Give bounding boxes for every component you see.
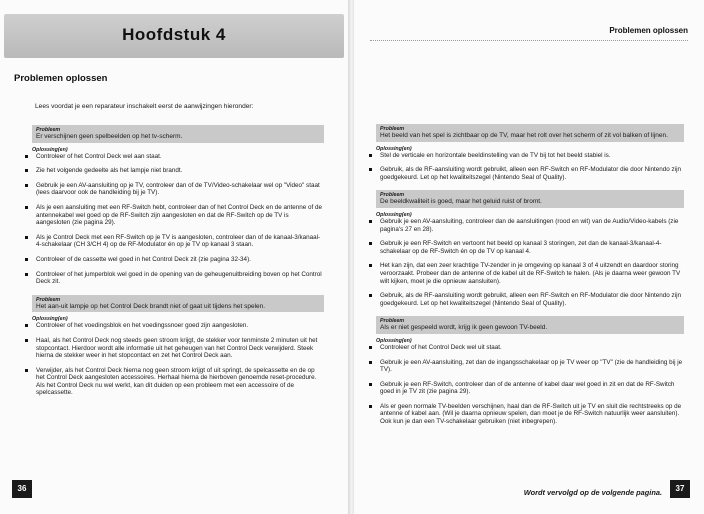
page-number: 36 (12, 480, 32, 498)
problem-label: Probleem (380, 318, 405, 325)
problem-label: Probleem (380, 192, 405, 199)
solution-item: Gebruik je een AV-aansluiting op je TV, controleer dan of de TV/Video-schakelaar wel op "Video" staat (lees daarvoor ook de handleiding bij je TV). (24, 182, 324, 197)
solution-list (368, 218, 684, 307)
problem-label: Probleem (380, 126, 405, 132)
problem-box (376, 190, 684, 208)
section-title: Problemen oplossen (14, 73, 108, 84)
chapter-title: Hoofdstuk 4 (122, 25, 226, 44)
problem-text: De beeldkwaliteit is goed, maar het geluid ruist of bromt. (380, 198, 542, 206)
solution-list (24, 322, 324, 397)
solution-item: Gebruik je een RF-Switch, controleer dan of de antenne of kabel daar wel goed in zit en dat de RF-Switch goed in je TV zit (zie pagina 29). (368, 381, 684, 396)
problem-box (376, 316, 684, 334)
solution-item: Verwijder, als het Control Deck hierna nog geen stroom krijgt of uit springt, de spelcassette en de op het Control Deck aangesloten accessoires. Herhaal hierna de hierboven genoemde reset-procedure. Als het Control Deck nu wel werkt, kan dit duiden op een probleem met een accessoire of de spelcassette. (24, 367, 324, 397)
right-content (368, 124, 684, 435)
continued-note: Wordt vervolgd op de volgende pagina. (523, 488, 662, 497)
problem-label: Probleem (36, 296, 61, 303)
solution-label: Oplossing(en) (32, 146, 68, 153)
problem-box (32, 295, 324, 313)
chapter-banner (4, 14, 344, 58)
solution-item: Controleer of het jumperblok wel goed in de opening van de geheugenuitbreiding boven op het Control Deck zit. (24, 271, 324, 286)
header-rule (370, 40, 688, 41)
solution-item: Controleer of de cassette wel goed in het Control Deck zit (zie pagina 32-34). (24, 256, 324, 264)
solution-label: Oplossing(en) (376, 145, 412, 152)
solution-item: Gebruik je een AV-aansluiting, controleer dan de aansluitingen (rood en wit) van de Audio/Video-kabels (zie pagina's 27 en 28). (368, 218, 684, 233)
problem-text: Het aan-uit lampje op het Control Deck brandt niet of gaat uit tijdens het spelen. (36, 302, 266, 310)
solution-item: Het kan zijn, dat een zeer krachtige TV-zender in je omgeving op kanaal 3 of 4 uitzendt en daardoor storing veroorzaakt. Probeer dan de antenne of de kabel uit de RF-Switch te halen. (Als je daarna weer gewoon TV wilt kijken, moet je die opnieuw aansluiten). (368, 262, 684, 285)
problem-text: Het beeld van het spel is zichtbaar op de TV, maar het rolt over het scherm of zit vol balken of lijnen. (380, 132, 668, 139)
solution-item: Als er geen normale TV-beelden verschijnen, haal dan de RF-Switch uit je TV en sluit die rechtstreeks op de antenne of kabel aan. (Wil je daarna opnieuw spelen, dan moet je de RF-Switch natuurlijk weer aansluiten). Ook kun je dan een TV-schakelaar gebruiken (niet inbegrepen). (368, 403, 684, 426)
right-page (354, 0, 704, 514)
solution-label: Oplossing(en) (376, 337, 412, 344)
solution-item: Gebruik, als de RF-aansluiting wordt gebruikt, alleen een RF-Switch en RF-Modulator die door Nintendo zijn goedgekeurd. Let op het kwaliteitszegel (Nintendo Seal of Quality). (368, 292, 684, 307)
solution-item: Gebruik je een RF-Switch en vertoont het beeld op kanaal 3 storingen, zet dan de kanaal-3/kanaal-4-schakelaar op de RF-Switch én op de TV op kanaal 4. (368, 240, 684, 255)
solution-list (24, 153, 324, 286)
solution-item: Controleer of het Control Deck wel aan staat. (24, 153, 324, 161)
problem-label: Probleem (36, 127, 61, 133)
left-page (0, 0, 350, 514)
intro-text: Lees voordat je een reparateur inschakelt eerst de aanwijzingen hieronder: (35, 103, 254, 110)
solution-list (368, 152, 684, 182)
running-head: Problemen oplossen (609, 26, 688, 35)
problem-box (376, 124, 684, 142)
page-number: 37 (670, 480, 690, 498)
problem-box (32, 125, 324, 143)
solution-label: Oplossing(en) (376, 211, 412, 218)
solution-item: Controleer of het Control Deck wel uit staat. (368, 344, 684, 352)
left-content (24, 125, 324, 406)
solution-item: Zie het volgende gedeelte als het lampje niet brandt. (24, 167, 324, 175)
solution-item: Stel de verticale en horizontale beeldinstelling van de TV bij tot het beeld stabiel is. (368, 152, 684, 160)
solution-item: Haal, als het Control Deck nog steeds geen stroom krijgt, de stekker voor tenminste 2 minuten uit het stopcontact. Hierdoor wordt alle informatie uit het geheugen van het Control Deck verwijderd. Steek hierna de stekker weer in het stopcontact en zet het Control Deck aan. (24, 337, 324, 360)
problem-text: Er verschijnen geen spelbeelden op het tv-scherm. (36, 133, 183, 140)
solution-item: Als je Control Deck met een RF-Switch op je TV is aangesloten, controleer dan of de kanaal-3/kanaal-4-schakelaar (CH 3/CH 4) op de RF-Modulator én op je TV op kanaal 3 staan. (24, 234, 324, 249)
solution-label: Oplossing(en) (32, 316, 68, 323)
problem-text: Als er niet gespeeld wordt, krijg ik geen gewoon TV-beeld. (380, 324, 548, 332)
solution-item: Controleer of het voedingsblok en het voedingssnoer goed zijn aangesloten. (24, 322, 324, 330)
solution-item: Gebruik je een AV-aansluiting, zet dan de ingangsschakelaar op je TV weer op "TV" (zie de handleiding bij je TV). (368, 359, 684, 374)
solution-item: Als je een aansluiting met een RF-Switch hebt, controleer dan of het Control Deck en de antenne of de antennekabel wel goed op de RF-Switch zijn aangesloten en dat de RF-Switch op de TV is aangesloten (zie pagina 29). (24, 204, 324, 227)
solution-item: Gebruik, als de RF-aansluiting wordt gebruikt, alleen een RF-Switch en RF-Modulator die door Nintendo zijn goedgekeurd. Let op het kwaliteitszegel (Nintendo Seal of Quality). (368, 166, 684, 181)
solution-list (368, 344, 684, 426)
